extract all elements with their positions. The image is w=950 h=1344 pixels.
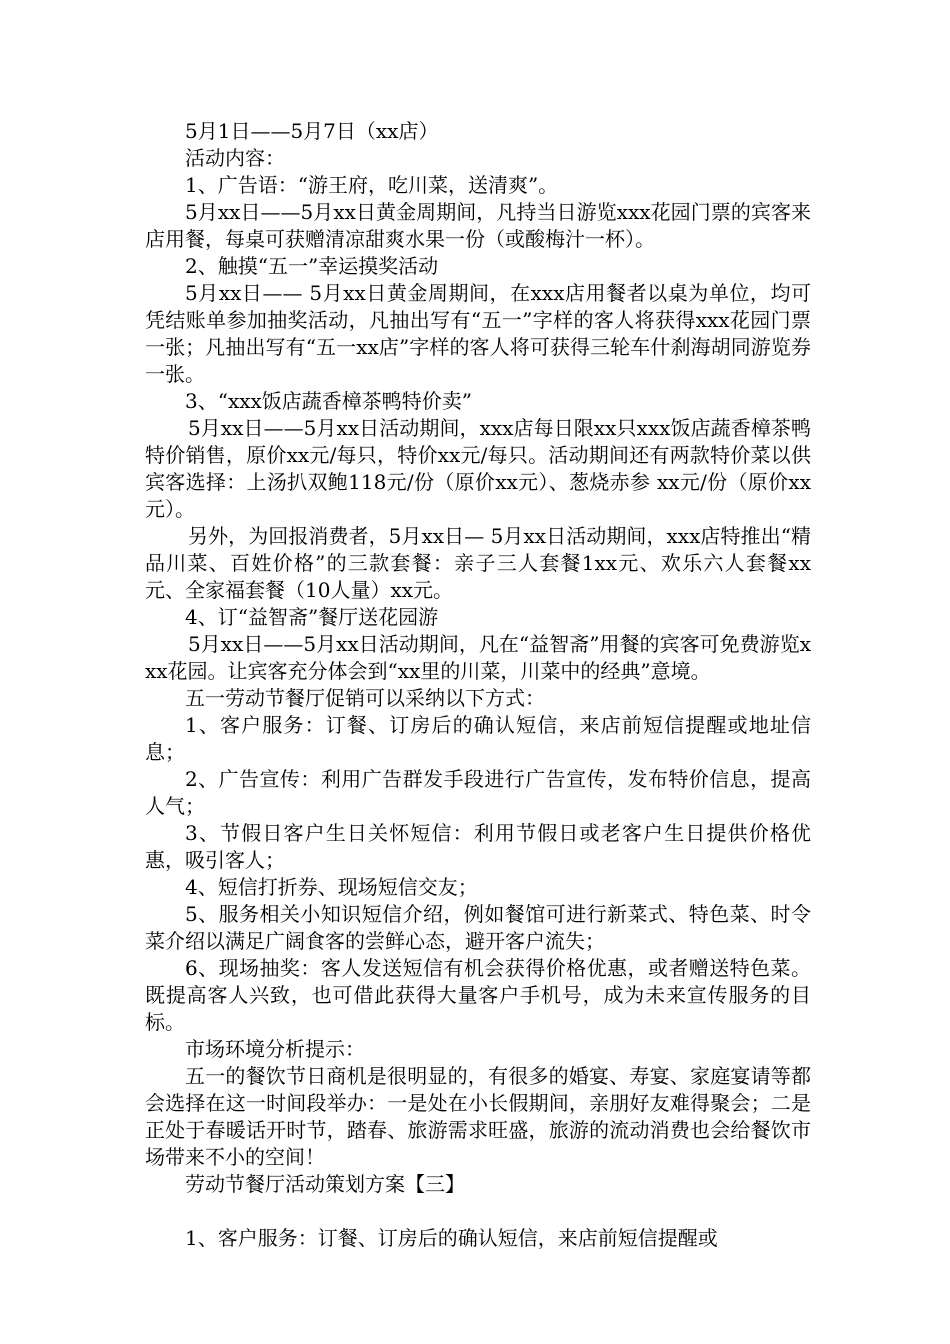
paragraph-market-heading: 市场环境分析提示： [185, 1037, 365, 1061]
paragraph-coupons: 4、短信打折券、现场短信交友； [185, 875, 478, 899]
paragraph-activity-heading: 活动内容： [185, 146, 285, 170]
paragraph-lottery-heading: 2、触摸“五一”幸运摸奖活动 [185, 254, 439, 278]
paragraph-advertising: 2、广告宣传：利用广告群发手段进行广告宣传，发布特价信息，提高人气； [145, 767, 811, 818]
paragraph-set-meals: 另外，为回报消费者，5月xx日— 5月xx日活动期间，xxx店特推出“精品川菜、百姓价格”的三款套餐：亲子三人套餐1xx元、欢乐六人套餐xx元、全家福套餐（10人量）xx元。 [145, 524, 811, 602]
document-body [145, 118, 811, 1252]
paragraph-promotion-methods: 五一劳动节餐厅促销可以采纳以下方式： [185, 686, 545, 710]
paragraph-plan-three-title: 劳动节餐厅活动策划方案【三】 [185, 1172, 465, 1196]
paragraph-date-range: 5月1日——5月7日（xx店） [185, 119, 439, 143]
paragraph-duck-detail: 5月xx日——5月xx日活动期间，xxx店每日限xx只xxx饭店蔬香樟茶鸭特价销售，原价xx元/每只，特价xx元/每只。活动期间还有两款特价菜以供宾客选择：上汤扒双鲍118元/份（原价xx元）、葱烧赤参 xx元/份（原价xx元）。 [145, 416, 811, 521]
paragraph-garden-detail: 5月xx日——5月xx日活动期间，凡在“益智斋”用餐的宾客可免费游览xxx花园。让宾客充分体会到“xx里的川菜，川菜中的经典”意境。 [145, 632, 811, 683]
paragraph-garden-heading: 4、订“益智斋”餐厅送花园游 [185, 605, 439, 629]
paragraph-customer-service: 1、客户服务：订餐、订房后的确认短信，来店前短信提醒或地址信息； [145, 713, 811, 764]
paragraph-duck-heading: 3、“xxx饭店蔬香樟茶鸭特价卖” [185, 389, 473, 413]
paragraph-knowledge-sms: 5、服务相关小知识短信介绍，例如餐馆可进行新菜式、特色菜、时令菜介绍以满足广阔食客的尝鲜心态，避开客户流失； [145, 902, 811, 953]
paragraph-birthday-care: 3、节假日客户生日关怀短信：利用节假日或老客户生日提供价格优惠，吸引客人； [145, 821, 811, 872]
paragraph-lottery-detail: 5月xx日—— 5月xx日黄金周期间，在xxx店用餐者以桌为单位，均可凭结账单参加抽奖活动，凡抽出写有“五一”字样的客人将获得xxx花园门票一张；凡抽出写有“五一xx店”字样的客人将可获得三轮车什刹海胡同游览券一张。 [145, 281, 811, 386]
paragraph-onsite-lottery: 6、现场抽奖：客人发送短信有机会获得价格优惠，或者赠送特色菜。既提高客人兴致，也可借此获得大量客户手机号，成为未来宣传服务的目标。 [145, 956, 811, 1034]
paragraph-customer-service-repeat: 1、客户服务：订餐、订房后的确认短信，来店前短信提醒或 [185, 1226, 718, 1250]
paragraph-market-analysis: 五一的餐饮节日商机是很明显的，有很多的婚宴、寿宴、家庭宴请等都会选择在这一时间段举办：一是处在小长假期间，亲朋好友难得聚会；二是正处于春暖话开时节，踏春、旅游需求旺盛，旅游的流动消费也会给餐饮市场带来不小的空间！ [145, 1064, 811, 1169]
paragraph-slogan-detail: 5月xx日——5月xx日黄金周期间，凡持当日游览xxx花园门票的宾客来店用餐，每桌可获赠清凉甜爽水果一份（或酸梅汁一杯）。 [145, 200, 811, 251]
paragraph-slogan: 1、广告语：“游王府，吃川菜，送清爽”。 [185, 173, 559, 197]
blank-line [145, 1198, 811, 1225]
